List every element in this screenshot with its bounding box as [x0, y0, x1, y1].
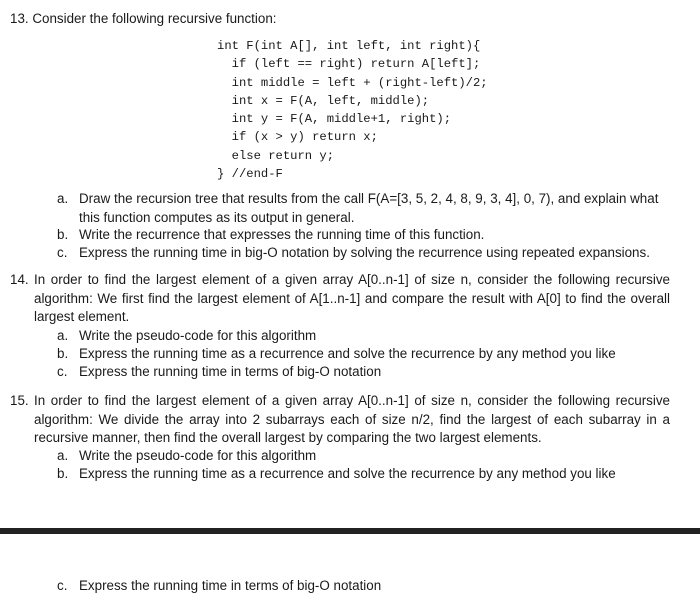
code-line: int middle = left + (right-left)/2;: [217, 75, 488, 90]
code-block: [217, 37, 488, 183]
part-letter: c.: [57, 245, 68, 260]
part-letter: a.: [57, 328, 69, 343]
question-14-number: 14.: [10, 272, 29, 287]
part-letter: b.: [57, 227, 69, 242]
code-line: int x = F(A, left, middle);: [217, 93, 430, 108]
part-letter: c.: [57, 364, 68, 379]
part-letter: a.: [57, 191, 69, 206]
question-13-prompt: Consider the following recursive function:: [32, 11, 277, 26]
code-line: int y = F(A, middle+1, right);: [217, 112, 452, 127]
part-text: Write the pseudo-code for this algorithm: [79, 448, 317, 463]
question-14-text: In order to find the largest element of a given array A[0..n-1] of size n, consider the following recursive algorithm: We first find the largest element of A[1..n-1] and compare the result with A[0] to find the overall largest element.: [34, 272, 670, 324]
code-line: } //end-F: [217, 167, 283, 182]
code-line: int F(int A[], int left, int right){: [217, 39, 481, 53]
code-line: else return y;: [217, 148, 335, 163]
question-13-number: 13.: [10, 11, 29, 26]
part-text: Express the running time as a recurrence and solve the recurrence by any method you like: [79, 346, 616, 361]
part-text: Draw the recursion tree that results from the call F(A=[3, 5, 2, 4, 8, 9, 3, 4], 0, 7), and explain what this function computes as its output in general.: [79, 191, 659, 225]
part-text: Write the pseudo-code for this algorithm: [79, 328, 317, 343]
part-text: Express the running time as a recurrence and solve the recurrence by any method you like: [79, 466, 616, 481]
page-divider: [0, 528, 700, 534]
code-line: if (left == right) return A[left];: [217, 57, 481, 72]
question-13-part-a: [57, 190, 677, 230]
question-13-header: [10, 10, 277, 29]
part-text: Express the running time in big-O notation by solving the recurrence using repeated expansions.: [79, 245, 650, 260]
part-text: Express the running time in terms of big-O notation: [79, 364, 382, 379]
question-15-number: 15.: [10, 393, 29, 408]
part-letter: a.: [57, 448, 69, 463]
part-letter: b.: [57, 346, 69, 361]
part-text: Express the running time in terms of big-O notation: [79, 578, 382, 593]
question-15-text: In order to find the largest element of a given array A[0..n-1] of size n, consider the following recursive algorithm: We divide the array into 2 subarrays each of size n/2, find the largest of each subarray in a recursive manner, then find the overall largest by comparing the two largest elements.: [34, 393, 670, 445]
part-letter: b.: [57, 466, 69, 481]
part-text: Write the recurrence that expresses the running time of this function.: [79, 227, 485, 242]
part-letter: c.: [57, 578, 68, 593]
code-line: if (x > y) return x;: [217, 130, 378, 145]
